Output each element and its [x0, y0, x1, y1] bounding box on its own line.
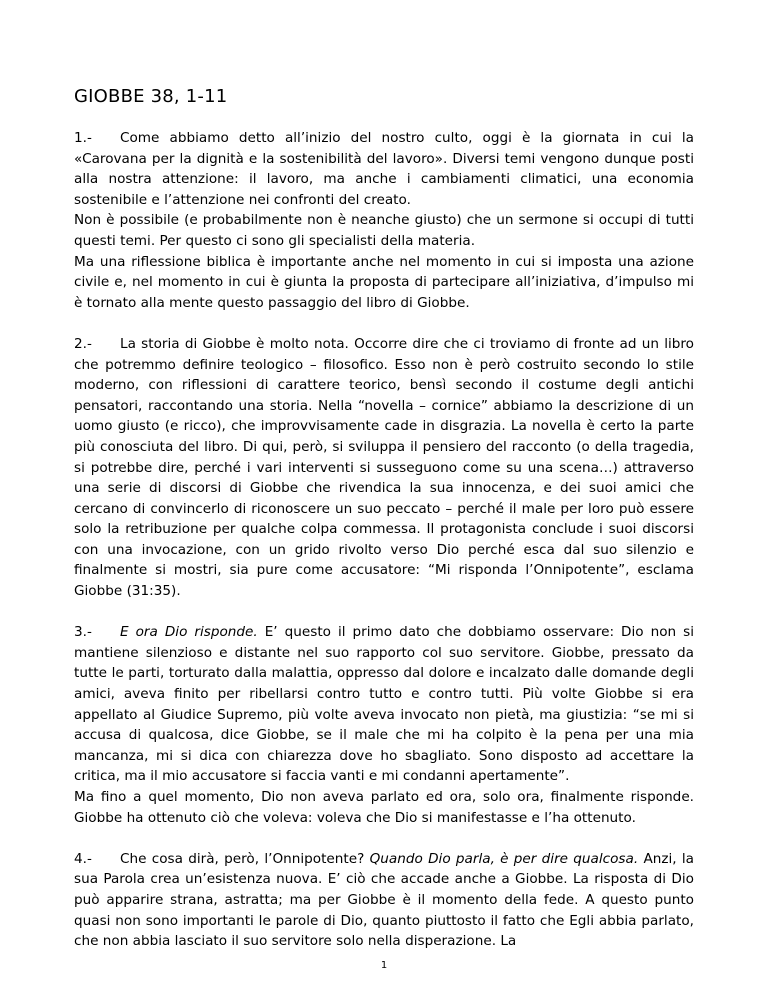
paragraph-text: Anzi, la sua Parola crea un’esistenza nuova. E’ ciò che accade anche a Giobbe. La risposta di Dio può apparire strana, astratta; ma per Giobbe è il momento della fede. A questo punto quasi non sono importanti le parole di Dio, quanto piuttosto il fatto che Egli abbia parlato, che non abbia lasciato il suo servitore solo nella disperazione. La — [74, 850, 694, 950]
paragraph-3b — [74, 787, 694, 828]
paragraph-1c — [74, 252, 694, 314]
section-number: 1.- — [74, 130, 92, 146]
paragraph-text: La storia di Giobbe è molto nota. Occorre dire che ci troviamo di fronte ad un libro che potremmo definire teologico – filosofico. Esso non è però costruito secondo lo stile moderno, con riflessioni di carattere teorico, bensì secondo il costume degli antichi pensatori, raccontando una storia. Nella “novella – cornice” abbiamo la descrizione di un uomo giusto (e ricco), che improvvisamente cade in disgrazia. La novella è certo la parte più conosciuta del libro. Di qui, però, si sviluppa il pensiero del racconto (o della tragedia, si potrebbe dire, perché i vari interventi si susseguono come su una scena…) attraverso una serie di discorsi di Giobbe che rivendica la sua innocenza, e dei suoi amici che cercano di convincerlo di riconoscere un suo peccato – perché il male per loro può essere solo la retribuzione per qualche colpa commessa. Il protagonista conclude i suoi discorsi con una invocazione, con un grido rivolto verso Dio perché esca dal suo silenzio e finalmente si mostri, sia pure come accusatore: “Mi risponda l’Onnipotente”, esclama Giobbe (31:35). — [74, 335, 694, 600]
paragraph-2 — [74, 334, 694, 602]
paragraph-text: Che cosa dirà, però, l’Onnipotente? — [120, 850, 370, 867]
document-title: GIOBBE 38, 1-11 — [74, 86, 228, 107]
page-number: 1 — [380, 960, 388, 971]
section-number: 3.- — [74, 624, 92, 641]
paragraph-text: Ma una riflessione biblica è importante anche nel momento in cui si imposta una azione civile e, nel momento in cui è giunta la proposta di partecipare all’iniziativa, d’impulso mi è tornato alla mente questo passaggio del libro di Giobbe. — [74, 253, 694, 311]
paragraph-1b — [74, 210, 694, 251]
emphasis-text: Quando Dio parla, è per dire qualcosa. — [369, 850, 639, 867]
document-body — [74, 128, 694, 972]
section-number: 4.- — [74, 850, 92, 867]
section-number: 2.- — [74, 335, 92, 352]
paragraph-1 — [74, 128, 694, 210]
paragraph-text: E’ questo il primo dato che dobbiamo osservare: Dio non si mantiene silenzioso e distante nel suo rapporto col suo servitore. Giobbe, pressato da tutte le parti, torturato dalla malattia, oppresso dal dolore e incalzato dalle domande degli amici, aveva finito per ribellarsi contro tutto e contro tutti. Più volte Giobbe si era appellato al Giudice Supremo, più volte aveva invocato non pietà, ma giustizia: “se mi si accusa di qualcosa, dice Giobbe, se il male che mi ha colpito è la pena per una mia mancanza, mi si dica con chiarezza dove ho sbagliato. Sono disposto ad accettare la critica, ma il mio accusatore si faccia vanti e mi condanni apertamente”. — [74, 624, 695, 785]
paragraph-text: Non è possibile (e probabilmente non è neanche giusto) che un sermone si occupi di tutti questi temi. Per questo ci sono gli specialisti della materia. — [74, 212, 694, 249]
paragraph-4 — [74, 849, 694, 952]
paragraph-text: Come abbiamo detto all’inizio del nostro culto, oggi è la giornata in cui la «Carovana per la dignità e la sostenibilità del lavoro». Diversi temi vengono dunque posti alla nostra attenzione: il lavoro, ma anche i cambiamenti climatici, una economia sostenibile e l’attenzione nei confronti del creato. — [74, 130, 694, 208]
paragraph-text: Ma fino a quel momento, Dio non aveva parlato ed ora, solo ora, finalmente risponde. Giobbe ha ottenuto ciò che voleva: voleva che Dio si manifestasse e l’ha ottenuto. — [74, 789, 694, 826]
paragraph-3 — [74, 622, 694, 787]
emphasis-text: E ora Dio risponde. — [120, 624, 258, 641]
